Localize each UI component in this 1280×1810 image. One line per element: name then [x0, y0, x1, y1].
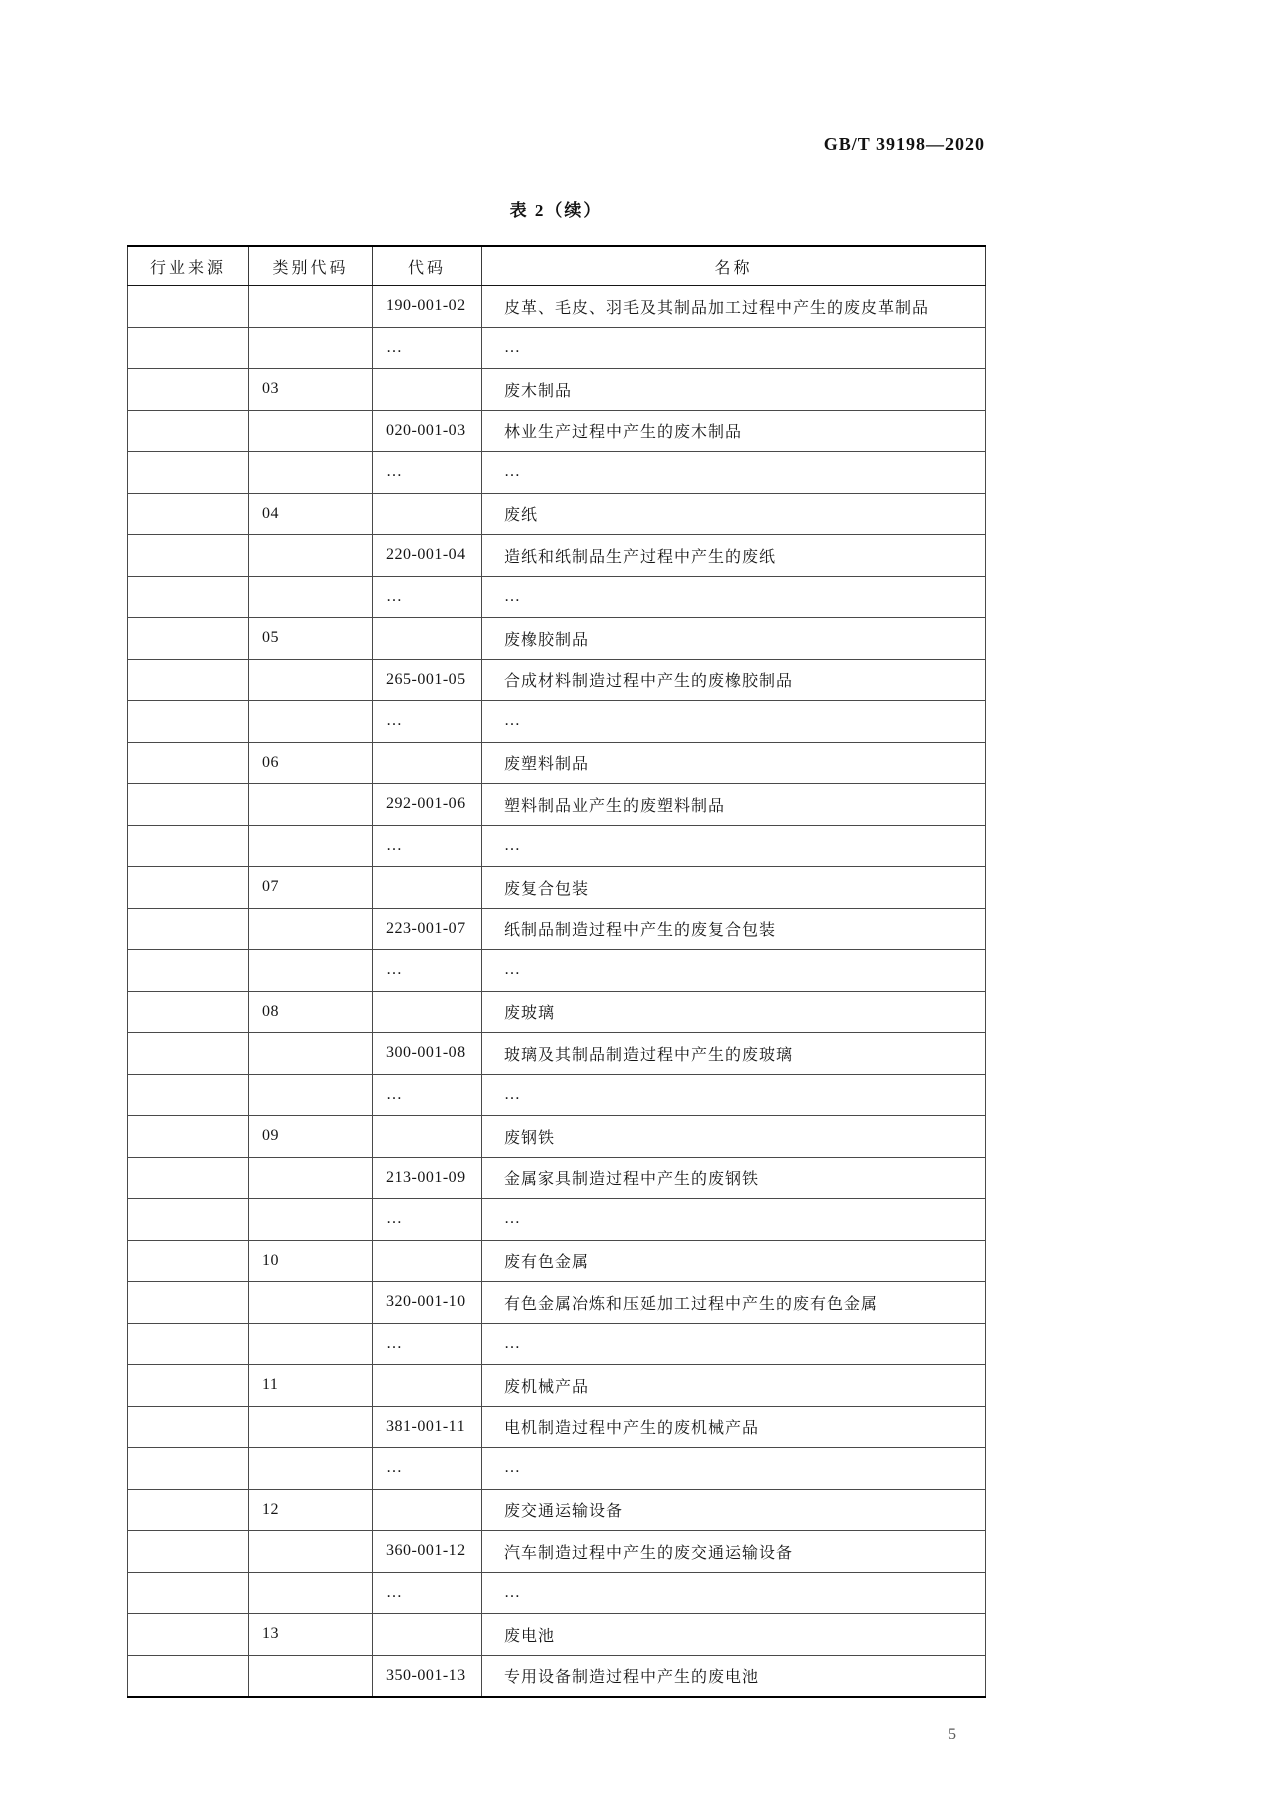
- cell-name: …: [482, 950, 986, 992]
- cell-name: …: [482, 1572, 986, 1614]
- cell-industry-source: [128, 535, 249, 577]
- cell-name: 专用设备制造过程中产生的废电池: [482, 1655, 986, 1697]
- cell-code: [373, 1489, 482, 1531]
- cell-code: 300-001-08: [373, 1033, 482, 1075]
- cell-industry-source: [128, 1406, 249, 1448]
- table-row: [128, 286, 986, 328]
- cell-industry-source: [128, 1365, 249, 1407]
- cell-category-code: 07: [249, 867, 373, 909]
- cell-name: …: [482, 701, 986, 743]
- cell-industry-source: [128, 493, 249, 535]
- cell-industry-source: [128, 1614, 249, 1656]
- cell-code: …: [373, 452, 482, 494]
- table-row: [128, 576, 986, 618]
- cell-category-code: [249, 659, 373, 701]
- cell-category-code: [249, 1531, 373, 1573]
- table-row: [128, 701, 986, 743]
- cell-industry-source: [128, 1489, 249, 1531]
- cell-category-code: 10: [249, 1240, 373, 1282]
- table-row: [128, 1240, 986, 1282]
- cell-code: …: [373, 576, 482, 618]
- cell-category-code: 04: [249, 493, 373, 535]
- table-row: [128, 991, 986, 1033]
- cell-name: 废橡胶制品: [482, 618, 986, 660]
- cell-industry-source: [128, 991, 249, 1033]
- table-row: [128, 1531, 986, 1573]
- table-row: [128, 659, 986, 701]
- cell-category-code: [249, 908, 373, 950]
- cell-industry-source: [128, 742, 249, 784]
- cell-category-code: 11: [249, 1365, 373, 1407]
- cell-category-code: [249, 950, 373, 992]
- column-header-name: 名称: [482, 246, 986, 286]
- table-row: [128, 1199, 986, 1241]
- cell-code: 213-001-09: [373, 1157, 482, 1199]
- table-row: [128, 618, 986, 660]
- cell-category-code: [249, 286, 373, 328]
- cell-code: 292-001-06: [373, 784, 482, 826]
- cell-industry-source: [128, 1033, 249, 1075]
- cell-code: 190-001-02: [373, 286, 482, 328]
- cell-name: …: [482, 1074, 986, 1116]
- table-row: [128, 369, 986, 411]
- cell-category-code: 05: [249, 618, 373, 660]
- cell-code: 020-001-03: [373, 410, 482, 452]
- table-row: [128, 1448, 986, 1490]
- cell-name: 废纸: [482, 493, 986, 535]
- cell-code: 220-001-04: [373, 535, 482, 577]
- table-row: [128, 493, 986, 535]
- cell-industry-source: [128, 950, 249, 992]
- cell-industry-source: [128, 1240, 249, 1282]
- cell-category-code: 13: [249, 1614, 373, 1656]
- cell-industry-source: [128, 1323, 249, 1365]
- cell-industry-source: [128, 659, 249, 701]
- cell-code: …: [373, 327, 482, 369]
- cell-name: …: [482, 1448, 986, 1490]
- cell-industry-source: [128, 327, 249, 369]
- table-row: [128, 1406, 986, 1448]
- cell-name: 林业生产过程中产生的废木制品: [482, 410, 986, 452]
- table-row: [128, 908, 986, 950]
- table-row: [128, 452, 986, 494]
- cell-industry-source: [128, 1116, 249, 1158]
- cell-code: 381-001-11: [373, 1406, 482, 1448]
- cell-industry-source: [128, 1282, 249, 1324]
- cell-name: 废电池: [482, 1614, 986, 1656]
- cell-name: 皮革、毛皮、羽毛及其制品加工过程中产生的废皮革制品: [482, 286, 986, 328]
- table-row: [128, 1489, 986, 1531]
- table-row: [128, 1572, 986, 1614]
- table-row: [128, 742, 986, 784]
- cell-category-code: [249, 535, 373, 577]
- cell-industry-source: [128, 618, 249, 660]
- cell-category-code: 06: [249, 742, 373, 784]
- cell-name: …: [482, 1199, 986, 1241]
- table-row: [128, 950, 986, 992]
- cell-name: 废塑料制品: [482, 742, 986, 784]
- cell-name: 废复合包装: [482, 867, 986, 909]
- cell-name: 废交通运输设备: [482, 1489, 986, 1531]
- cell-code: …: [373, 701, 482, 743]
- cell-name: …: [482, 1323, 986, 1365]
- cell-category-code: [249, 1199, 373, 1241]
- cell-category-code: [249, 1655, 373, 1697]
- cell-code: 223-001-07: [373, 908, 482, 950]
- standard-number: GB/T 39198—2020: [823, 134, 985, 154]
- cell-name: 电机制造过程中产生的废机械产品: [482, 1406, 986, 1448]
- table-row: [128, 327, 986, 369]
- cell-category-code: [249, 701, 373, 743]
- column-header-code: 代码: [373, 246, 482, 286]
- cell-name: 塑料制品业产生的废塑料制品: [482, 784, 986, 826]
- cell-name: 废玻璃: [482, 991, 986, 1033]
- table-row: [128, 1655, 986, 1697]
- cell-category-code: 03: [249, 369, 373, 411]
- table-header-row: [128, 246, 986, 286]
- cell-name: 废木制品: [482, 369, 986, 411]
- cell-industry-source: [128, 452, 249, 494]
- cell-category-code: 09: [249, 1116, 373, 1158]
- cell-category-code: 12: [249, 1489, 373, 1531]
- table-row: [128, 1323, 986, 1365]
- cell-category-code: [249, 1157, 373, 1199]
- cell-name: 有色金属冶炼和压延加工过程中产生的废有色金属: [482, 1282, 986, 1324]
- cell-industry-source: [128, 784, 249, 826]
- cell-code: [373, 618, 482, 660]
- cell-code: [373, 867, 482, 909]
- cell-industry-source: [128, 410, 249, 452]
- cell-category-code: [249, 784, 373, 826]
- cell-name: 合成材料制造过程中产生的废橡胶制品: [482, 659, 986, 701]
- waste-classification-table: [127, 245, 986, 1698]
- cell-industry-source: [128, 1531, 249, 1573]
- cell-code: 265-001-05: [373, 659, 482, 701]
- cell-code: 360-001-12: [373, 1531, 482, 1573]
- table-row: [128, 825, 986, 867]
- table-row: [128, 535, 986, 577]
- cell-industry-source: [128, 867, 249, 909]
- cell-industry-source: [128, 701, 249, 743]
- cell-category-code: [249, 410, 373, 452]
- cell-code: [373, 991, 482, 1033]
- table-title: 表 2（续）: [509, 201, 603, 220]
- cell-industry-source: [128, 369, 249, 411]
- cell-name: 废钢铁: [482, 1116, 986, 1158]
- cell-category-code: [249, 327, 373, 369]
- cell-name: …: [482, 825, 986, 867]
- cell-name: 废有色金属: [482, 1240, 986, 1282]
- table-row: [128, 867, 986, 909]
- cell-code: …: [373, 1448, 482, 1490]
- cell-name: …: [482, 452, 986, 494]
- cell-name: 汽车制造过程中产生的废交通运输设备: [482, 1531, 986, 1573]
- cell-code: [373, 369, 482, 411]
- cell-industry-source: [128, 908, 249, 950]
- page-number: 5: [948, 1726, 956, 1743]
- cell-category-code: [249, 1323, 373, 1365]
- cell-category-code: [249, 1282, 373, 1324]
- cell-code: …: [373, 1199, 482, 1241]
- cell-name: 玻璃及其制品制造过程中产生的废玻璃: [482, 1033, 986, 1075]
- cell-name: …: [482, 576, 986, 618]
- cell-code: [373, 1614, 482, 1656]
- cell-name: …: [482, 327, 986, 369]
- column-header-industry-source: 行业来源: [128, 246, 249, 286]
- cell-industry-source: [128, 1157, 249, 1199]
- cell-category-code: [249, 1406, 373, 1448]
- cell-industry-source: [128, 576, 249, 618]
- cell-code: [373, 1116, 482, 1158]
- cell-code: …: [373, 1572, 482, 1614]
- cell-category-code: [249, 452, 373, 494]
- cell-industry-source: [128, 286, 249, 328]
- cell-name: 纸制品制造过程中产生的废复合包装: [482, 908, 986, 950]
- cell-code: …: [373, 825, 482, 867]
- table-row: [128, 410, 986, 452]
- cell-category-code: 08: [249, 991, 373, 1033]
- table-row: [128, 1282, 986, 1324]
- cell-category-code: [249, 1074, 373, 1116]
- cell-code: …: [373, 950, 482, 992]
- cell-code: …: [373, 1074, 482, 1116]
- cell-name: 废机械产品: [482, 1365, 986, 1407]
- table-row: [128, 1365, 986, 1407]
- table-row: [128, 1614, 986, 1656]
- cell-industry-source: [128, 1074, 249, 1116]
- table-row: [128, 784, 986, 826]
- cell-code: [373, 1365, 482, 1407]
- table-row: [128, 1074, 986, 1116]
- cell-code: [373, 1240, 482, 1282]
- cell-industry-source: [128, 825, 249, 867]
- cell-industry-source: [128, 1655, 249, 1697]
- cell-name: 造纸和纸制品生产过程中产生的废纸: [482, 535, 986, 577]
- cell-category-code: [249, 1572, 373, 1614]
- cell-industry-source: [128, 1572, 249, 1614]
- cell-category-code: [249, 825, 373, 867]
- table-row: [128, 1033, 986, 1075]
- cell-code: [373, 493, 482, 535]
- cell-industry-source: [128, 1199, 249, 1241]
- cell-category-code: [249, 1033, 373, 1075]
- table-row: [128, 1157, 986, 1199]
- cell-category-code: [249, 1448, 373, 1490]
- cell-code: 320-001-10: [373, 1282, 482, 1324]
- cell-industry-source: [128, 1448, 249, 1490]
- cell-code: 350-001-13: [373, 1655, 482, 1697]
- cell-name: 金属家具制造过程中产生的废钢铁: [482, 1157, 986, 1199]
- table-row: [128, 1116, 986, 1158]
- cell-category-code: [249, 576, 373, 618]
- column-header-category-code: 类别代码: [249, 246, 373, 286]
- cell-code: [373, 742, 482, 784]
- cell-code: …: [373, 1323, 482, 1365]
